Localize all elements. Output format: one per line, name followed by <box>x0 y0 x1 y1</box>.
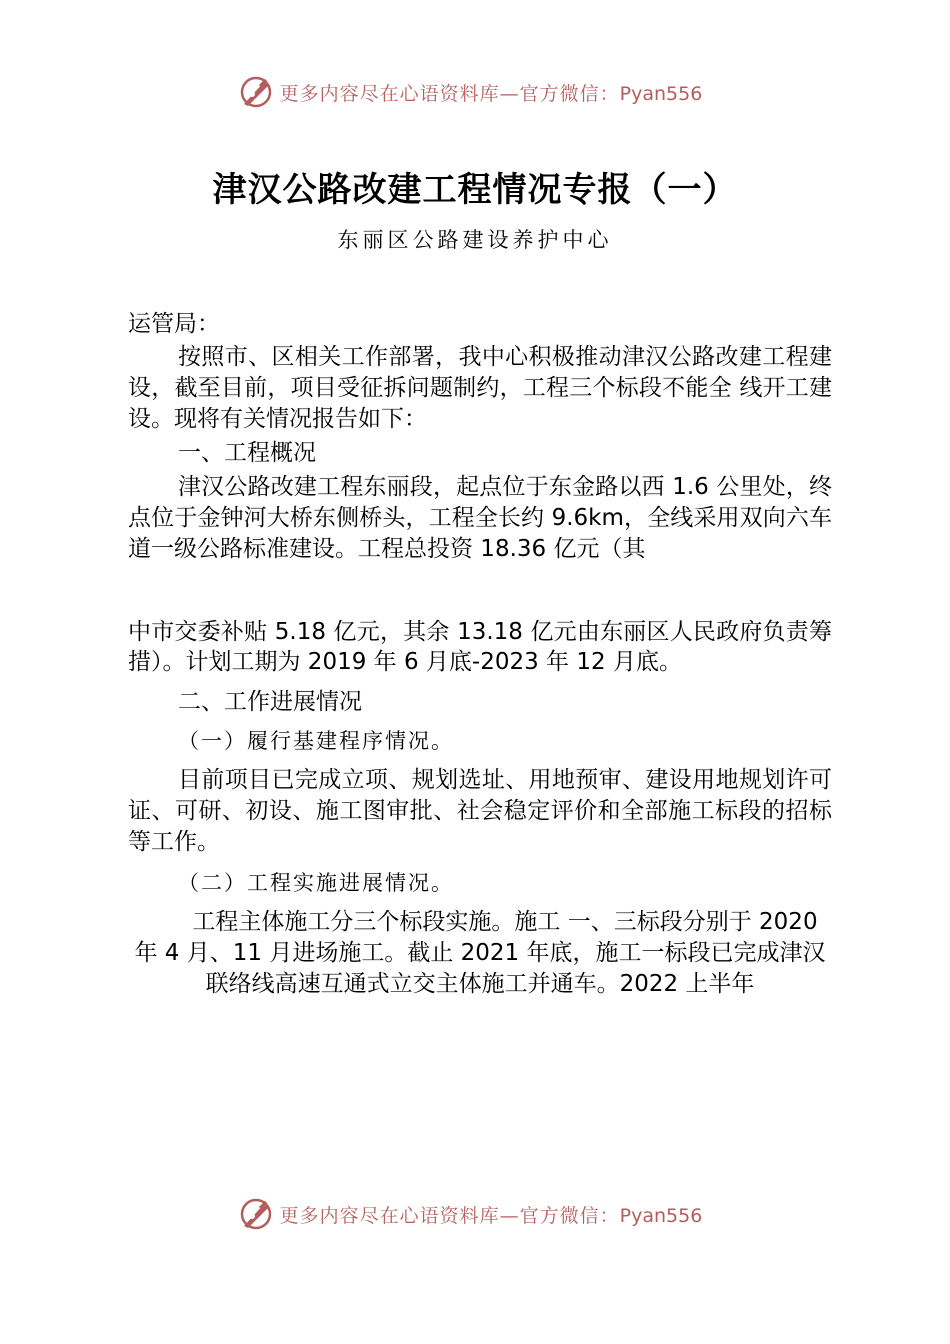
watermark-text: 更多内容尽在心语资料库—官方微信：Pyan556 <box>279 1204 703 1227</box>
watermark-footer <box>0 1194 950 1234</box>
subsection-2-heading: （二）工程实施进展情况。 <box>178 871 454 895</box>
pen-logo-icon <box>238 1196 274 1232</box>
subsection-2-paragraph: 工程主体施工分三个标段实施。施工 一、三标段分别于 2020 年 4 月、11 月进场施工。截止 2021 年底，施工一标段已完成津汉联络线高速互通式立交主体施工并通车。2022 上半年 <box>134 909 826 997</box>
watermark-header <box>0 72 950 112</box>
watermark-wechat-id: Pyan556 <box>619 82 703 105</box>
section-2-heading: 二、工作进展情况 <box>178 689 362 715</box>
section-1-paragraph-a: 津汉公路改建工程东丽段，起点位于东金路以西 1.6 公里处，终点位于金钟河大桥东侧桥头，工程全长约 9.6km，全线采用双向六车道一级公路标准建设。工程总投资 18.36 亿元（其 <box>128 474 832 562</box>
subsection-1-heading: （一）履行基建程序情况。 <box>178 729 454 753</box>
section-1-paragraph-b: 中市交委补贴 5.18 亿元，其余 13.18 亿元由东丽区人民政府负责筹措）。计划工期为 2019 年 6 月底-2023 年 12 月底。 <box>128 619 832 675</box>
watermark-text: 更多内容尽在心语资料库—官方微信：Pyan556 <box>279 82 703 105</box>
subsection-1-paragraph: 目前项目已完成立项、规划选址、用地预审、建设用地规划许可证、可研、初设、施工图审批、社会稳定评价和全部施工标段的招标等工作。 <box>128 767 832 855</box>
document-body <box>128 309 832 565</box>
document-issuer: 东丽区公路建设养护中心 <box>337 228 613 252</box>
document-title: 津汉公路改建工程情况专报（一） <box>212 170 738 210</box>
watermark-wechat-id: Pyan556 <box>619 1204 703 1227</box>
intro-paragraph: 按照市、区相关工作部署，我中心积极推动津汉公路改建工程建设，截至目前，项目受征拆问题制约，工程三个标段不能全 线开工建设。现将有关情况报告如下： <box>128 344 832 432</box>
salutation: 运管局： <box>128 311 220 337</box>
section-1-heading: 一、工程概况 <box>178 440 316 466</box>
document-body-continued <box>128 617 832 1000</box>
pen-logo-icon <box>238 74 274 110</box>
